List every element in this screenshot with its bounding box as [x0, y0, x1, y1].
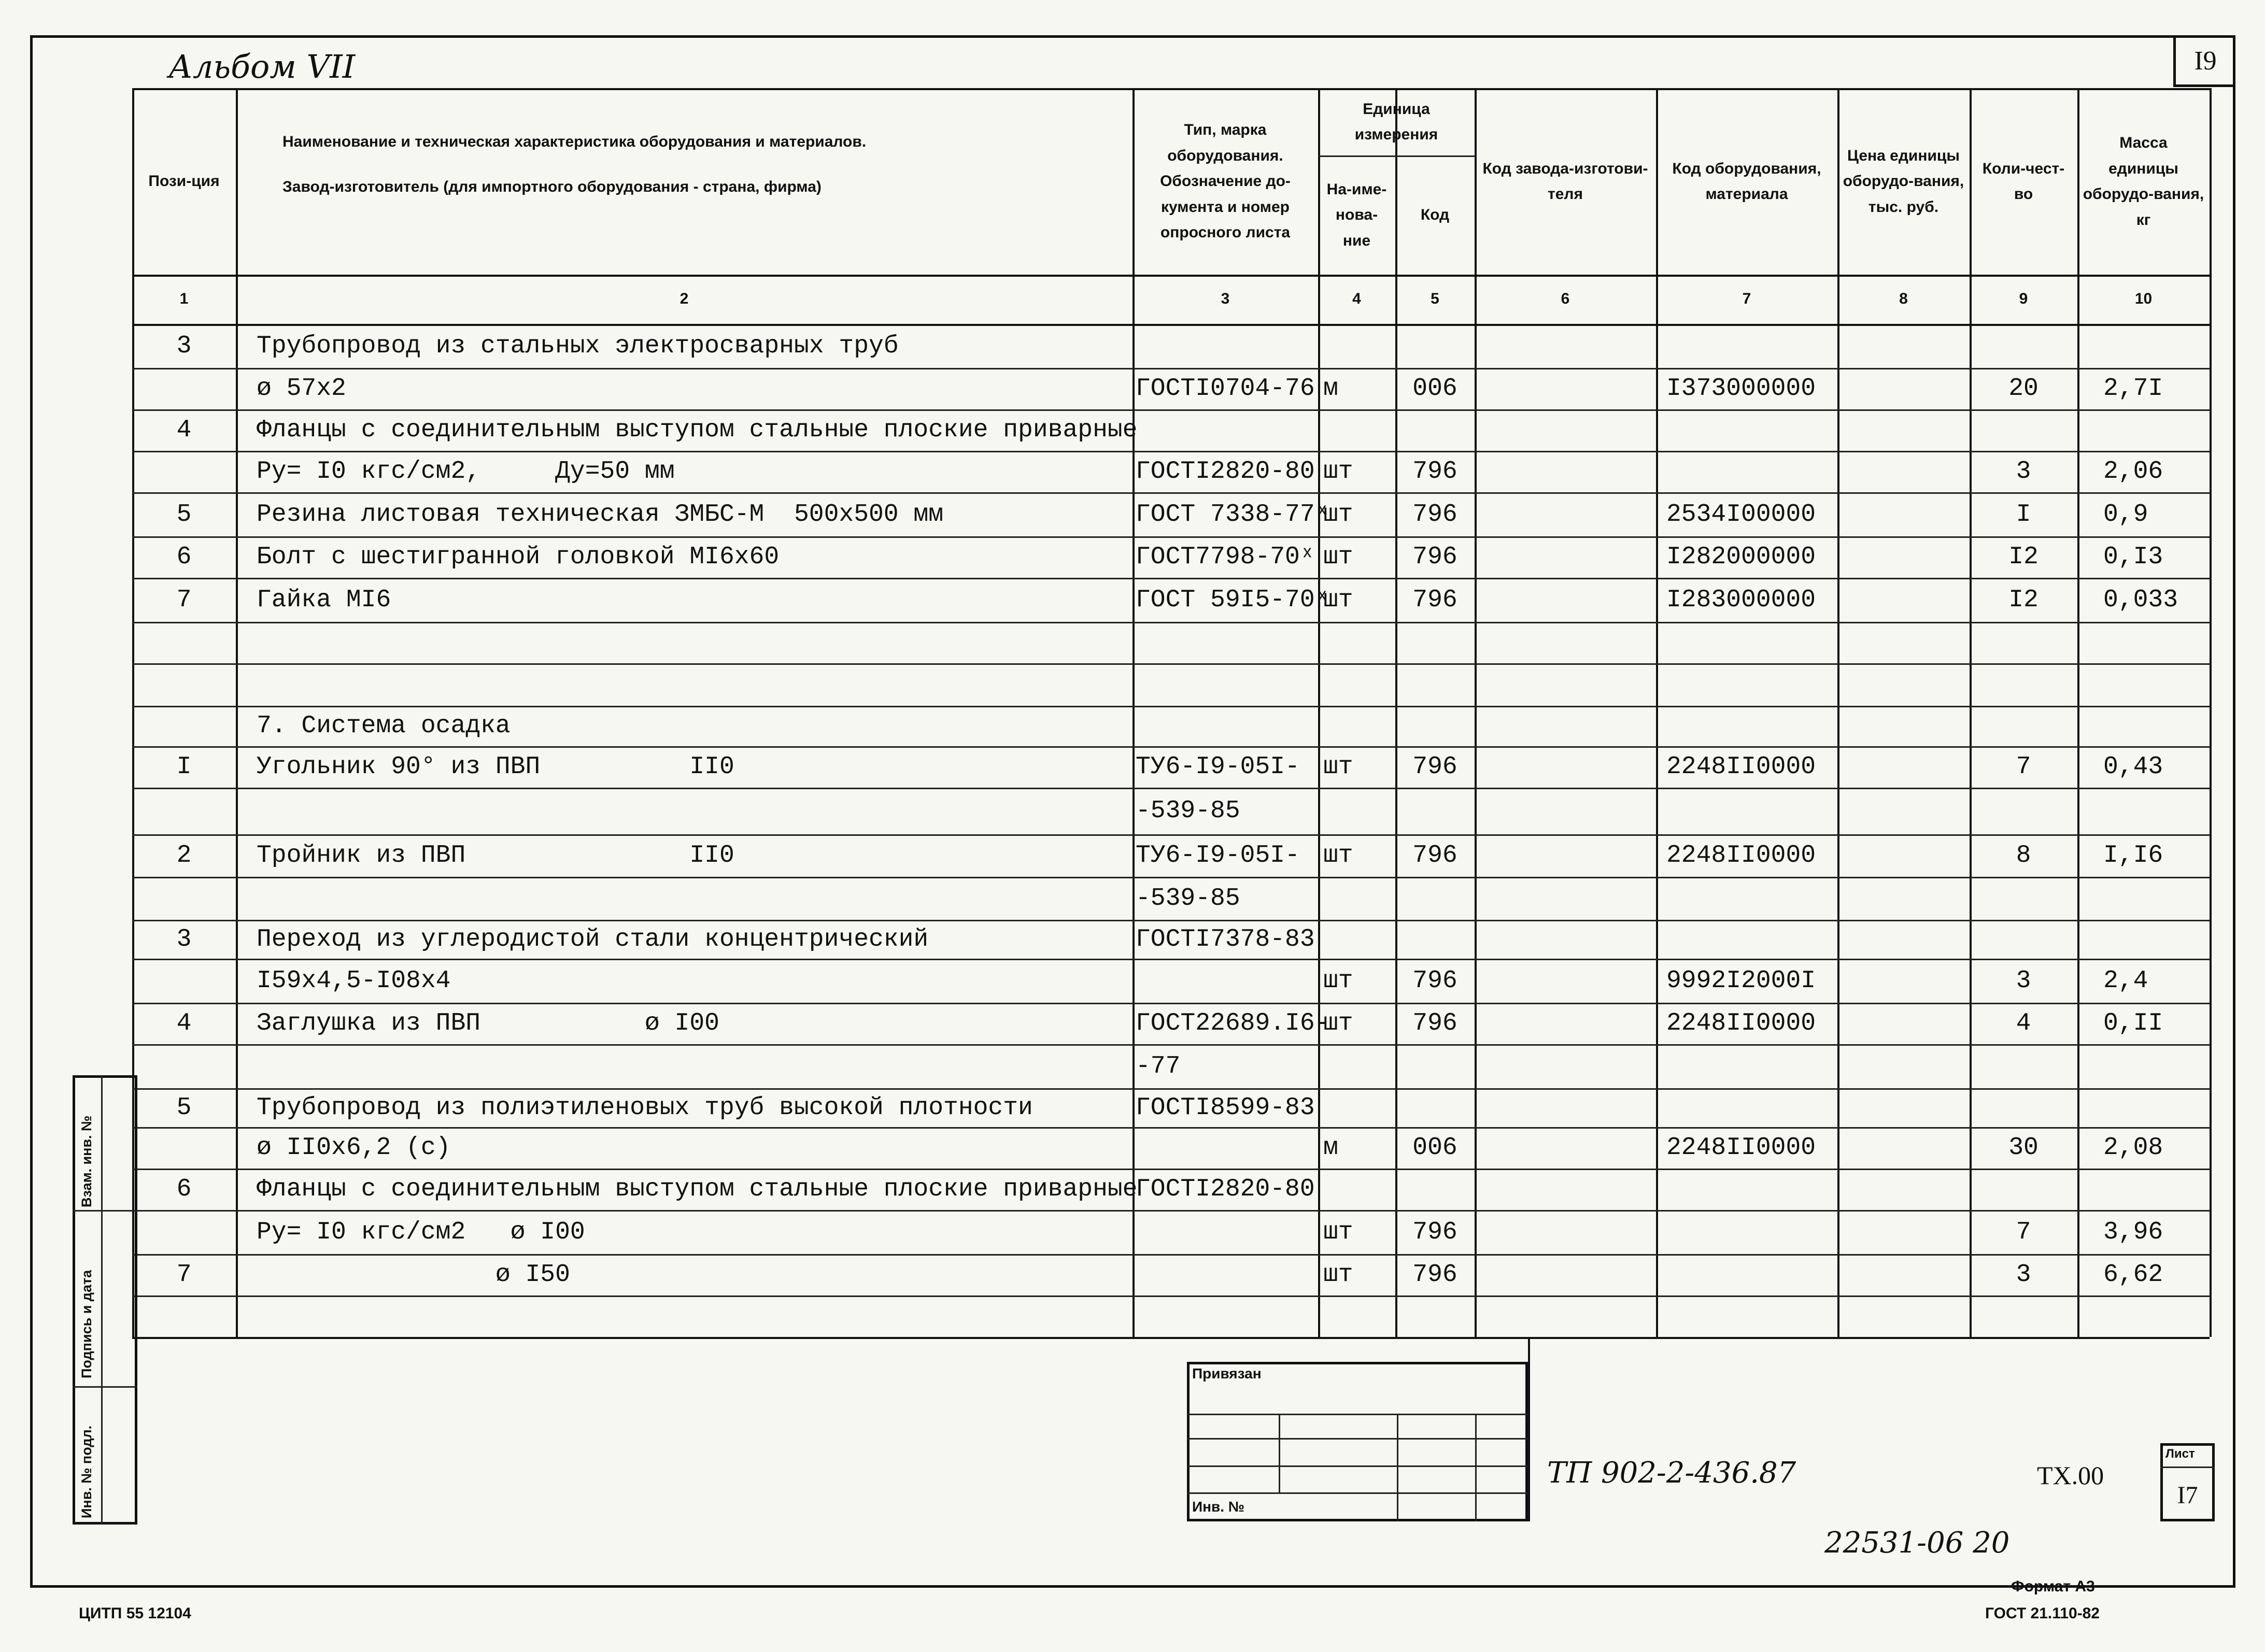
- sheet-number-top: I9: [2194, 46, 2217, 76]
- gost-label: ГОСТ 21.110-82: [1985, 1605, 2100, 1622]
- cell-unit-code: 796: [1412, 500, 1457, 529]
- cell-name: Ру= I0 кгс/см2 ø I00: [257, 1218, 585, 1246]
- cell-name: ø 57x2: [257, 375, 346, 403]
- row-line: [132, 1210, 2210, 1212]
- cell-name: 7. Система осадка: [257, 712, 511, 740]
- cell-doc: ГОСТ22689.I6-: [1136, 1009, 1330, 1037]
- cell-mass: I,I6: [2103, 842, 2163, 870]
- cell-doc: ГОСТ 7338-77ˣ: [1136, 500, 1330, 529]
- header-name: Наименование и техническая характеристика оборудования и материалов. Завод-изготовитель (для импортного оборудования - страна, фирма): [282, 133, 867, 195]
- cell-unit: шт: [1323, 586, 1353, 614]
- cell-unit: м: [1323, 1134, 1338, 1162]
- list-number: I7: [2177, 1482, 2198, 1509]
- row-line: [132, 451, 2210, 452]
- column-line: [1475, 88, 1477, 1337]
- cell-mass: 2,4: [2103, 966, 2148, 995]
- cell-quantity: I: [2016, 500, 2031, 529]
- column-number: 10: [2134, 290, 2153, 307]
- cell-doc: ГОСТI7378-83: [1136, 925, 1315, 953]
- cell-position: 7: [176, 1261, 192, 1289]
- column-line: [1318, 88, 1320, 1337]
- cell-mass: 0,9: [2103, 500, 2148, 529]
- cell-unit: шт: [1323, 1218, 1353, 1246]
- cell-doc: -539-85: [1136, 884, 1240, 913]
- column-line: [1395, 88, 1397, 1337]
- cell-unit: шт: [1323, 1009, 1353, 1037]
- cell-name: Фланцы с соединительным выступом стальные плоские приварные: [257, 1175, 1138, 1203]
- cell-unit: шт: [1323, 966, 1353, 995]
- header-position: Пози-ция: [148, 173, 220, 190]
- cell-mass: 0,43: [2103, 753, 2163, 781]
- inv-no-label: Инв. №: [1192, 1499, 1245, 1515]
- cell-position: 3: [176, 332, 192, 360]
- column-line: [2077, 88, 2079, 1337]
- cell-unit-code: 006: [1412, 375, 1457, 403]
- header-material-code: Код оборудования, материала: [1672, 160, 1821, 203]
- cell-unit: шт: [1323, 1261, 1353, 1289]
- header-factory-code: Код завода-изготови-теля: [1482, 160, 1648, 203]
- column-number: 4: [1352, 290, 1361, 307]
- cell-doc: -77: [1136, 1052, 1181, 1080]
- column-number: 6: [1561, 290, 1570, 307]
- column-line: [236, 88, 238, 1337]
- album-label: Альбом VII: [168, 48, 356, 86]
- side-label-vzam: Взам. инв. №: [79, 1115, 94, 1207]
- cell-unit-code: 796: [1412, 1009, 1457, 1037]
- cell-mass: 2,06: [2103, 458, 2163, 486]
- row-line: [132, 788, 2210, 789]
- cell-doc: ГОСТI2820-80: [1136, 1175, 1315, 1203]
- cell-name: Гайка МI6: [257, 586, 391, 614]
- cell-quantity: 4: [2016, 1009, 2031, 1037]
- cell-position: 4: [176, 1009, 192, 1037]
- cell-material-code: 2248II0000: [1666, 1134, 1816, 1162]
- handwritten-number: 22531-06 20: [1824, 1526, 2010, 1560]
- cell-quantity: 3: [2016, 458, 2031, 486]
- cell-unit-code: 006: [1412, 1134, 1457, 1162]
- row-line: [132, 622, 2210, 623]
- row-line: [132, 1169, 2210, 1170]
- column-number: 1: [179, 290, 189, 307]
- cell-position: 5: [176, 1093, 192, 1122]
- cell-position: 2: [176, 842, 192, 870]
- cell-unit: шт: [1323, 753, 1353, 781]
- header-unit-code: Код: [1420, 206, 1450, 224]
- column-number: 8: [1899, 290, 1908, 307]
- side-label-podpis: Подпись и дата: [79, 1270, 94, 1378]
- cell-doc: ГОСТ7798-70ˣ: [1136, 543, 1315, 571]
- tsitp-label: ЦИТП 55 12104: [79, 1605, 191, 1622]
- header-unit-name: На-име-нова-ние: [1326, 180, 1387, 249]
- column-number: 3: [1221, 290, 1230, 307]
- header-price: Цена единицы оборудо-вания, тыс. руб.: [1843, 147, 1964, 216]
- number-row-bottom-line: [132, 324, 2210, 326]
- column-line: [1133, 88, 1135, 1337]
- row-line: [132, 959, 2210, 960]
- row-line: [132, 920, 2210, 921]
- cell-position: 7: [176, 586, 192, 614]
- doc-mark: ТХ.00: [2037, 1461, 2104, 1490]
- cell-unit: м: [1323, 375, 1338, 403]
- cell-doc: ТУ6-I9-05I-: [1136, 842, 1300, 870]
- cell-name: Трубопровод из стальных электросварных труб: [257, 332, 899, 360]
- format-label: Формат А3: [2011, 1578, 2095, 1595]
- cell-mass: 0,I3: [2103, 543, 2163, 571]
- header-unit: Единица измерения: [1354, 100, 1438, 143]
- cell-quantity: I2: [2008, 543, 2039, 571]
- column-number: 9: [2019, 290, 2028, 307]
- cell-material-code: 2248II0000: [1666, 753, 1816, 781]
- row-line: [132, 578, 2210, 579]
- cell-mass: 6,62: [2103, 1261, 2163, 1289]
- row-line: [132, 1295, 2210, 1297]
- row-line: [132, 834, 2210, 836]
- cell-unit-code: 796: [1412, 842, 1457, 870]
- cell-name: Тройник из ПВП II0: [257, 842, 734, 870]
- cell-doc: -539-85: [1136, 797, 1240, 825]
- cell-quantity: 20: [2008, 375, 2039, 403]
- cell-quantity: 3: [2016, 1261, 2031, 1289]
- cell-position: I: [176, 753, 192, 781]
- cell-mass: 0,II: [2103, 1009, 2163, 1037]
- cell-doc: ТУ6-I9-05I-: [1136, 753, 1300, 781]
- cell-quantity: 8: [2016, 842, 2031, 870]
- cell-name: Ру= I0 кгс/см2, Ду=50 мм: [257, 458, 675, 486]
- cell-material-code: 2248II0000: [1666, 842, 1816, 870]
- cell-unit-code: 796: [1412, 966, 1457, 995]
- row-line: [132, 409, 2210, 411]
- column-line: [2210, 88, 2212, 1337]
- cell-mass: 2,08: [2103, 1134, 2163, 1162]
- cell-name: Переход из углеродистой стали концентрический: [257, 925, 929, 953]
- privyazan-label: Привязан: [1192, 1365, 1262, 1382]
- column-number: 2: [680, 290, 689, 307]
- cell-unit: шт: [1323, 543, 1353, 571]
- row-line: [132, 1254, 2210, 1256]
- cell-name: Трубопровод из полиэтиленовых труб высокой плотности: [257, 1093, 1033, 1122]
- cell-material-code: I283000000: [1666, 586, 1816, 614]
- column-line: [1837, 88, 1839, 1337]
- project-code: ТП 902-2-436.87: [1547, 1456, 1796, 1490]
- cell-name: Угольник 90° из ПВП II0: [257, 753, 734, 781]
- row-line: [132, 663, 2210, 665]
- cell-name: Фланцы с соединительным выступом стальные плоские приварные: [257, 416, 1138, 444]
- cell-position: 5: [176, 500, 192, 529]
- cell-mass: 0,033: [2103, 586, 2178, 614]
- cell-position: 4: [176, 416, 192, 444]
- row-line: [132, 1088, 2210, 1090]
- column-line: [1970, 88, 1972, 1337]
- row-line: [132, 1003, 2210, 1004]
- row-line: [132, 368, 2210, 369]
- privyazan-box: [1187, 1362, 1528, 1521]
- cell-unit: шт: [1323, 500, 1353, 529]
- cell-quantity: 3: [2016, 966, 2031, 995]
- cell-name: ø II0x6,2 (с): [257, 1134, 451, 1162]
- cell-name: Заглушка из ПВП ø I00: [257, 1009, 719, 1037]
- cell-material-code: 9992I2000I: [1666, 966, 1816, 995]
- row-line: [132, 536, 2210, 538]
- cell-material-code: I282000000: [1666, 543, 1816, 571]
- cell-mass: 3,96: [2103, 1218, 2163, 1246]
- side-label-inv-podl: Инв. № подл.: [79, 1425, 94, 1518]
- header-quantity: Коли-чест-во: [1982, 160, 2065, 203]
- cell-doc: ГОСТ 59I5-70ˣ: [1136, 586, 1330, 614]
- cell-position: 3: [176, 925, 192, 953]
- table-bottom-line: [132, 1337, 2210, 1339]
- header-type: Тип, марка оборудования. Обозначение до-кумента и номер опросного листа: [1160, 121, 1291, 241]
- cell-unit-code: 796: [1412, 586, 1457, 614]
- cell-doc: ГОСТI0704-76: [1136, 375, 1315, 403]
- stamp-divider: [1528, 1337, 1530, 1521]
- header-mass: Масса единицы оборудо-вания, кг: [2083, 134, 2204, 229]
- row-line: [132, 877, 2210, 878]
- cell-name: ø I50: [257, 1261, 570, 1289]
- cell-quantity: 30: [2008, 1134, 2039, 1162]
- column-number: 5: [1431, 290, 1439, 307]
- row-line: [132, 492, 2210, 494]
- header-bottom-line: [132, 275, 2210, 277]
- cell-doc: ГОСТI8599-83: [1136, 1093, 1315, 1122]
- list-label: Лист: [2165, 1447, 2195, 1461]
- cell-unit-code: 796: [1412, 458, 1457, 486]
- cell-unit: шт: [1323, 842, 1353, 870]
- cell-position: 6: [176, 543, 192, 571]
- cell-unit-code: 796: [1412, 1218, 1457, 1246]
- cell-unit-code: 796: [1412, 543, 1457, 571]
- cell-doc: ГОСТI2820-80: [1136, 458, 1315, 486]
- cell-unit: шт: [1323, 458, 1353, 486]
- cell-name: I59x4,5-I08x4: [257, 966, 451, 995]
- cell-unit-code: 796: [1412, 1261, 1457, 1289]
- cell-name: Резина листовая техническая ЗМБС-М 500x500 мм: [257, 500, 944, 529]
- row-line: [132, 1044, 2210, 1046]
- cell-mass: 2,7I: [2103, 375, 2163, 403]
- column-number: 7: [1742, 290, 1751, 307]
- row-line: [132, 706, 2210, 707]
- column-line: [1656, 88, 1658, 1337]
- cell-material-code: 2534I00000: [1666, 500, 1816, 529]
- cell-quantity: 7: [2016, 1218, 2031, 1246]
- row-line: [132, 746, 2210, 748]
- row-line: [132, 1127, 2210, 1129]
- cell-unit-code: 796: [1412, 753, 1457, 781]
- cell-name: Болт с шестигранной головкой МI6x60: [257, 543, 780, 571]
- cell-quantity: 7: [2016, 753, 2031, 781]
- cell-material-code: 2248II0000: [1666, 1009, 1816, 1037]
- cell-quantity: I2: [2008, 586, 2039, 614]
- cell-position: 6: [176, 1175, 192, 1203]
- cell-material-code: I373000000: [1666, 375, 1816, 403]
